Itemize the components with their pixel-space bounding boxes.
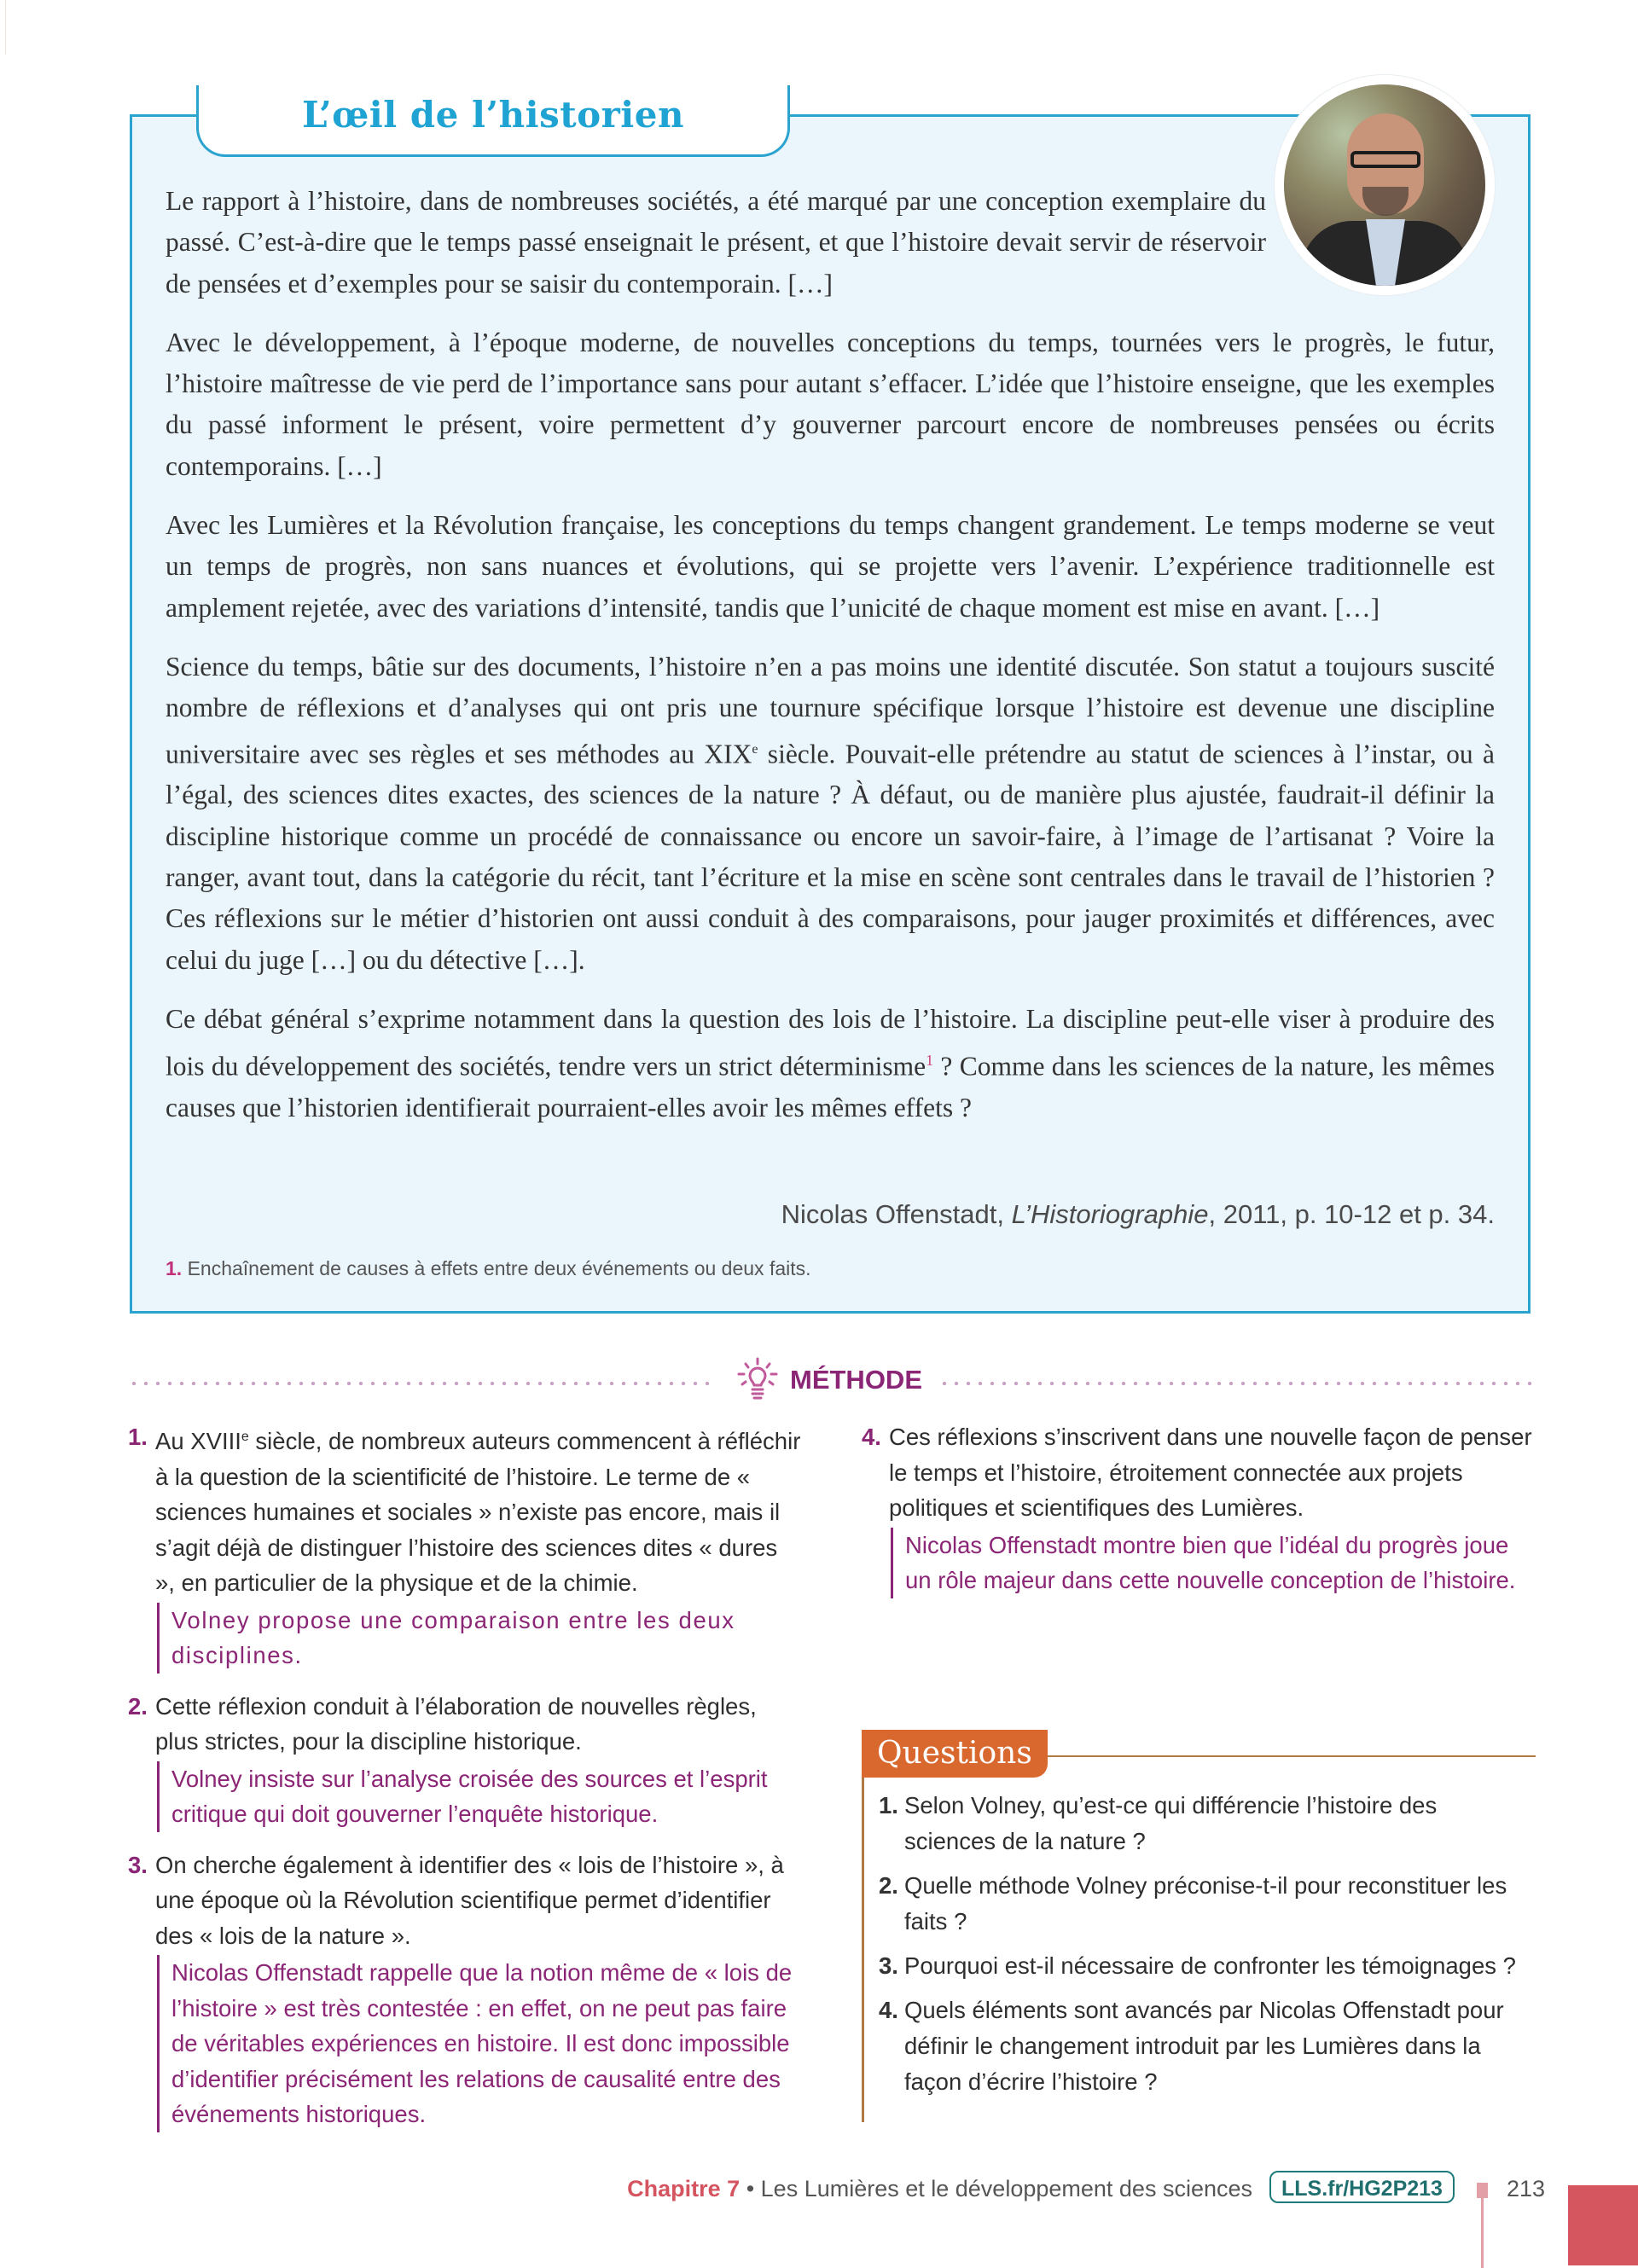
chapter-title: Les Lumières et le développement des sciences <box>760 2176 1252 2201</box>
question-number: 2. <box>879 1872 898 1899</box>
paragraph-text: Ce débat général s’exprime notamment dans la question des lois de l’histoire. La discipline peut-elle viser à produire des lois du développement des sociétés, tendre vers un strict déterminisme <box>166 1003 1495 1082</box>
footnote-number: 1. <box>166 1257 183 1279</box>
footnote-text: Enchaînement de causes à effets entre deux événements ou deux faits. <box>182 1257 811 1279</box>
method-item-number: 2. <box>128 1692 148 1720</box>
citation-rest: , 2011, p. 10-12 et p. 34. <box>1208 1199 1495 1229</box>
chapter-edge-tab <box>1568 2185 1638 2265</box>
lightbulb-icon <box>735 1357 780 1405</box>
chapter-line <box>627 2176 1252 2202</box>
method-item <box>862 1419 1536 1598</box>
citation-author: Nicolas Offenstadt, <box>781 1199 1012 1229</box>
chapter-number[interactable]: Chapitre 7 <box>627 2176 741 2201</box>
question-number: 4. <box>879 1997 898 2023</box>
page-corner-mark <box>0 0 6 55</box>
superscript: e <box>752 741 758 757</box>
questions-rule <box>1032 1755 1536 1757</box>
question-number: 1. <box>879 1792 898 1818</box>
method-item <box>128 1689 802 1832</box>
page-marker-line <box>1481 2183 1484 2268</box>
paragraph <box>166 999 1495 1128</box>
method-item <box>128 1419 802 1673</box>
questions-block <box>862 1730 1536 2122</box>
portrait-glasses <box>1350 151 1420 168</box>
question-item <box>879 1992 1527 2100</box>
paragraph: Avec les Lumières et la Révolution française, les conceptions du temps changent grandement. Le temps moderne se veut un temps de progrès, non sans nuances et évolutions, qui se projette vers l’avenir. L’expérience traditionnelle est amplement rejetée, avec des variations d’intensité, tandis que l’unicité de chaque moment est mise en avant. […] <box>166 510 1495 623</box>
paragraph: Avec le développement, à l’époque moderne, de nouvelles conceptions du temps, tournées vers le progrès, le futur, l’histoire maîtresse de vie perd de l’importance sans pour autant s’effacer. L’idée que l’histoire enseigne, que les exemples du passé informent le présent, voire permettent d’y gouverner parcourt encore de nombreuses pensées ou écrits contemporains. […] <box>166 327 1495 481</box>
method-item-text: Cette réflexion conduit à l’élaboration de nouvelles règles, plus strictes, pour la discipline historique. <box>155 1692 757 1755</box>
paragraph: Le rapport à l’histoire, dans de nombreuses sociétés, a été marqué par une conception exemplaire du passé. C’est-à-dire que le temps passé enseignait le présent, et que l’histoire devait servir de réservoir de pensées et d’exemples pour se saisir du contemporain. […] <box>166 186 1266 299</box>
superscript: e <box>241 1430 249 1444</box>
question-text: Quels éléments sont avancés par Nicolas Offenstadt pour définir le changement introduit par les Lumières dans la façon d’écrire l’histoire ? <box>904 1997 1504 2095</box>
method-item-number: 1. <box>128 1424 148 1450</box>
method-item-text: On cherche également à identifier des « lois de l’histoire », à une époque où la Révolution scientifique permet d’identifier des « lois de la nature ». <box>155 1851 784 1949</box>
method-item-number: 4. <box>862 1424 881 1450</box>
method-item-number: 3. <box>128 1851 148 1878</box>
dotted-divider-left <box>128 1382 713 1385</box>
lls-link[interactable]: LLS.fr/HG2P213 <box>1269 2171 1455 2203</box>
question-number: 3. <box>879 1952 898 1979</box>
question-item <box>879 1788 1527 1859</box>
questions-heading: Questions <box>862 1730 1048 1778</box>
footnote-ref[interactable]: 1 <box>926 1052 934 1070</box>
method-item-text <box>155 1419 802 1601</box>
method-item-note: Volney propose une comparaison entre les deux disciplines. <box>157 1603 802 1673</box>
question-item <box>879 1868 1527 1940</box>
historian-text <box>166 181 1495 1146</box>
citation <box>781 1199 1495 1230</box>
questions-list <box>879 1788 1527 2108</box>
dotted-divider-right <box>938 1382 1536 1385</box>
citation-work: L’Historiographie <box>1011 1199 1209 1229</box>
question-text: Quelle méthode Volney préconise-t-il pour reconstituer les faits ? <box>904 1872 1507 1934</box>
text: Au XVIII <box>155 1428 241 1455</box>
question-text: Pourquoi est-il nécessaire de confronter les témoignages ? <box>904 1952 1516 1979</box>
method-column-left <box>128 1419 802 2148</box>
method-item-note: Nicolas Offenstadt rappelle que la notion même de « lois de l’histoire » est très contestée : en effet, on ne peut pas faire de véritables expériences en histoire. Il est donc impossible d’identifier précisément les relations de causalité entre des événements historiques. <box>157 1955 802 2132</box>
footnote <box>166 1257 811 1280</box>
paragraph <box>166 647 1495 981</box>
separator: • <box>740 2176 761 2201</box>
method-item <box>128 1847 802 2132</box>
paragraph-text: siècle. Pouvait-elle prétendre au statut de sciences à l’instar, ou à l’égal, des sciences dites exactes, des sciences de la nature ? À défaut, ou de manière plus ajustée, faudrait-il définir la discipline historique comme un procédé de connaissance ou encore un savoir-faire, à l’image de l’artisanat ? Voire la ranger, avant tout, dans la catégorie du récit, tant l’écriture et la mise en scène sont centrales dans le travail de l’historien ? Ces réflexions sur le métier d’historien ont aussi conduit à des comparaisons, pour jauger proximités et différences, avec celui du juge […] ou du détective […]. <box>166 739 1495 975</box>
paragraph-text: ? Comme dans les sciences de la nature, les mêmes causes que l’historien identifierait pourraient-elles avoir les mêmes effets ? <box>166 1051 1495 1122</box>
question-item <box>879 1948 1527 1984</box>
paragraph-text: Science du temps, bâtie sur des documents, l’histoire n’en a pas moins une identité discutée. Son statut a toujours suscité nombre de réflexions et d’analyses qui ont pris une tournure spécifique lorsque l’histoire est devenue une discipline universitaire avec ses règles et ses méthodes au XIX <box>166 651 1495 769</box>
method-heading: MÉTHODE <box>790 1365 922 1395</box>
page-footer <box>0 2176 1638 2210</box>
questions-left-rule <box>862 1760 864 2122</box>
question-text: Selon Volney, qu’est-ce qui différencie l’histoire des sciences de la nature ? <box>904 1792 1438 1854</box>
text: siècle, de nombreux auteurs commencent à réfléchir à la question de la scientificité de l’histoire. Le terme de « sciences humaines et sociales » n’existe pas encore, mais il s’agit déjà de distinguer l’histoire des sciences dites « dures », en particulier de la physique et de la chimie. <box>155 1428 801 1597</box>
method-item-note: Nicolas Offenstadt montre bien que l’idéal du progrès joue un rôle majeur dans cette nouvelle conception de l’histoire. <box>891 1528 1536 1598</box>
page-number: 213 <box>1507 2176 1546 2201</box>
method-item-text: Ces réflexions s’inscrivent dans une nouvelle façon de penser le temps et l’histoire, étroitement connectée aux projets politiques et scientifiques des Lumières. <box>889 1424 1532 1521</box>
method-column-right <box>862 1419 1536 1614</box>
method-item-note: Volney insiste sur l’analyse croisée des sources et l’esprit critique qui doit gouverner l’enquête historique. <box>157 1761 802 1832</box>
historian-box-title: L’œil de l’historien <box>302 94 684 136</box>
